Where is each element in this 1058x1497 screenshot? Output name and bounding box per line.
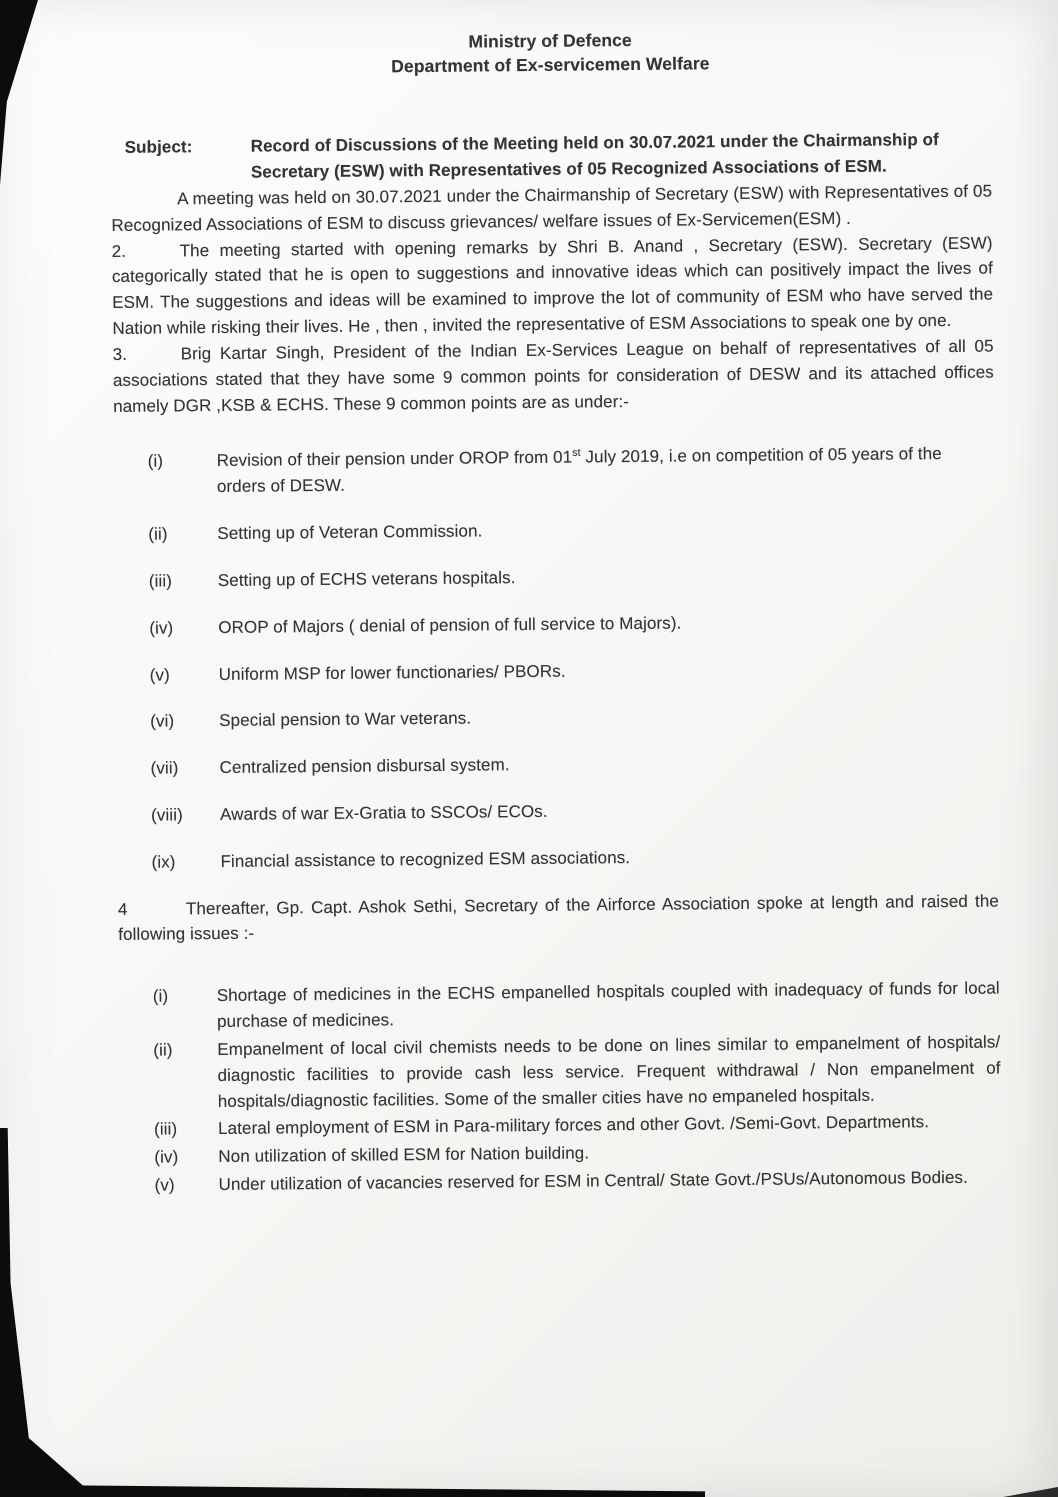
list-item (114, 441, 995, 501)
opening-paragraph (111, 178, 992, 238)
paragraph-number: 3. (112, 344, 128, 364)
paragraph-2 (112, 230, 994, 342)
list-item (119, 976, 1000, 1036)
list-item-text: Setting up of ECHS veterans hospitals. (217, 567, 516, 590)
list-item (117, 841, 998, 875)
list-item-text: Special pension to War veterans. (219, 708, 472, 731)
paragraph-number: 2. (111, 241, 127, 261)
paragraph-4 (118, 888, 999, 948)
list-item-text: Setting up of Veteran Commission. (217, 521, 483, 544)
airforce-issues-list (119, 976, 1002, 1199)
paragraph-text: The meeting started with opening remarks by Shri B. Anand , Secretary (ESW). Secretary (ESW) categorically stated that he is open to suggestions and innovative ideas which can positively impact the lives of ESM. The suggestions and ideas will be examined to improve the lot of community of ESM who have served the Nation while risking their lives. He , then , invited the representative of ESM Associations to speak one by one. (111, 233, 994, 339)
list-item-marker: (v) (149, 664, 170, 685)
list-item-text: Shortage of medicines in the ECHS empanelled hospitals coupled with inadequacy of funds for local purchase of medicines. (216, 978, 1000, 1032)
paragraph-number: 4 (117, 899, 128, 919)
scan-artifact-bottom-right (1003, 1487, 1058, 1497)
list-item (115, 560, 996, 594)
list-item (114, 514, 995, 548)
common-points-list (114, 441, 999, 876)
list-item-marker: (vi) (150, 711, 175, 731)
list-item-marker: (ix) (151, 852, 176, 872)
list-item-marker: (viii) (150, 805, 183, 825)
ministry-title: Ministry of Defence (468, 29, 632, 52)
list-item-text: OROP of Majors ( denial of pension of full service to Majors). (218, 613, 682, 637)
subject-label: Subject: (124, 137, 193, 158)
list-item-text: Uniform MSP for lower functionaries/ PBORs. (218, 661, 566, 684)
list-item-text: Empanelment of local civil chemists needs to be done on lines similar to empanelment of hospitals/ diagnostic facilities to provide cash less service. Frequent withdrawal / Non empanelment of hospitals/diagnostic facilities. Some of the smaller cities have no empaneled hospitals. (217, 1032, 1001, 1111)
department-title: Department of Ex-servicemen Welfare (391, 52, 710, 76)
ordinal-superscript: st (572, 447, 581, 460)
list-item-marker: (vii) (150, 758, 179, 778)
paragraph-text: A meeting was held on 30.07.2021 under the Chairmanship of Secretary (ESW) with Representatives of 05 Recognized Associations of ESM to discuss grievances/ welfare issues of Ex-Servicemen(ESM) . (111, 181, 993, 235)
list-item (117, 794, 998, 828)
list-item-marker: (iv) (149, 618, 174, 638)
letterhead (110, 26, 991, 82)
list-item-text: Non utilization of skilled ESM for Nation building. (218, 1143, 590, 1167)
list-item-text: Under utilization of vacancies reserved for ESM in Central/ State Govt./PSUs/Autonomous Bodies. (218, 1167, 969, 1195)
paragraph-3 (113, 333, 995, 419)
list-item-marker: (iii) (153, 1119, 178, 1140)
list-item (115, 607, 996, 641)
list-item-marker: (ii) (148, 524, 168, 544)
scan-artifact-bottom-edge (40, 1483, 705, 1497)
list-item-text-post: July 2019, i.e on competition of 05 years of the orders of DESW. (216, 444, 942, 497)
list-item-text: Awards of war Ex-Gratia to SSCOs/ ECOs. (219, 801, 548, 824)
list-item-marker: (i) (147, 451, 164, 472)
list-item-text: Financial assistance to recognized ESM associations. (220, 847, 631, 871)
paragraph-text: Thereafter, Gp. Capt. Ashok Sethi, Secretary of the Airforce Association spoke at length and raised the following issues :- (118, 891, 1000, 945)
list-item-marker: (ii) (153, 1040, 173, 1060)
list-item (119, 1029, 1001, 1115)
list-item (116, 654, 997, 688)
list-item-marker: (iv) (154, 1147, 179, 1167)
list-item-text: Lateral employment of ESM in Para-military forces and other Govt. /Semi-Govt. Departments. (217, 1112, 930, 1139)
list-item-marker: (i) (152, 986, 169, 1006)
list-item (116, 701, 997, 735)
subject-block (125, 127, 992, 187)
list-item-text: Centralized pension disbursal system. (219, 755, 510, 778)
paragraph-text: Brig Kartar Singh, President of the Indian Ex-Services League on behalf of representatives of all 05 associations stated that they have some 9 common points for consideration of DESW and its attached offices namely DGR ,KSB & ECHS. These 9 common points are as under:- (112, 336, 994, 416)
list-item-marker: (v) (154, 1175, 175, 1195)
list-item-marker: (iii) (148, 571, 173, 591)
subject-text: Record of Discussions of the Meeting held on 30.07.2021 under the Chairmanship of Secretary (ESW) with Representatives of 05 Recognized Associations of ESM. (250, 130, 939, 182)
list-item (116, 748, 997, 782)
list-item-text (217, 441, 995, 500)
list-item-text-pre: Revision of their pension under OROP from 01 (216, 447, 573, 471)
